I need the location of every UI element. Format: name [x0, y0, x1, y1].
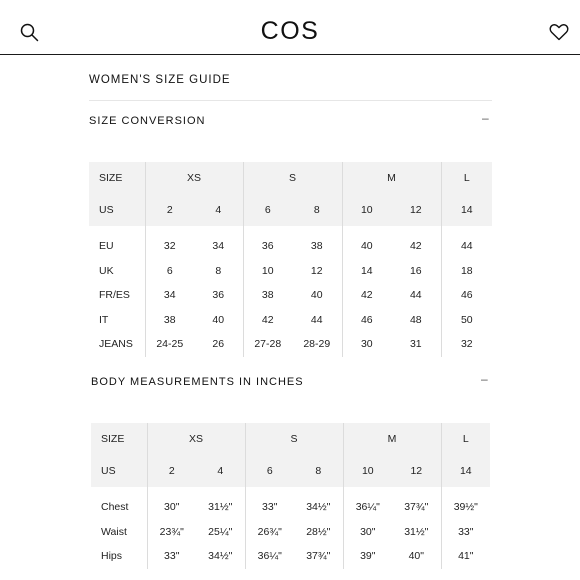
- table-cell: 33": [262, 501, 278, 514]
- table-row: [89, 259, 492, 284]
- row-label: Chest: [91, 487, 147, 520]
- table-cell: 27-28: [254, 338, 282, 351]
- table-cell: 23¾": [159, 525, 184, 538]
- table-cell: 38: [261, 289, 274, 302]
- size-group-s: S: [243, 162, 342, 194]
- table-cell: 34½": [196, 544, 245, 569]
- size-group-xs: XS: [145, 162, 243, 194]
- table-cell: 26¾": [257, 525, 282, 538]
- table-row: [89, 226, 492, 259]
- table-cell: 39½": [453, 501, 478, 514]
- collapse-icon[interactable]: –: [481, 372, 488, 386]
- table-cell: 14: [360, 264, 373, 277]
- title-divider: [89, 100, 492, 101]
- row-label: Waist: [91, 520, 147, 545]
- collapse-icon[interactable]: –: [482, 111, 489, 125]
- table-cell: 31½": [196, 487, 245, 520]
- table-cell: 24-25: [156, 338, 184, 351]
- us-size-cell: 14: [441, 194, 492, 226]
- brand-logo[interactable]: COS: [260, 17, 320, 45]
- table-cell: 26: [194, 332, 243, 357]
- table-cell: 42: [261, 313, 274, 326]
- table-row: [91, 544, 490, 569]
- table-cell: 44: [391, 283, 441, 308]
- table-row: [89, 283, 492, 308]
- table-cell: 30: [360, 338, 373, 351]
- table-cell: 31½": [392, 520, 441, 545]
- us-size-cell: 12: [392, 455, 441, 487]
- size-group-m: M: [342, 162, 441, 194]
- table-cell: 28-29: [292, 332, 342, 357]
- table-cell: 44: [292, 308, 342, 333]
- table-cell: 30": [164, 501, 180, 514]
- row-label: US: [89, 194, 145, 226]
- table-cell: 31: [391, 332, 441, 357]
- table-cell: 40: [292, 283, 342, 308]
- us-row: [91, 455, 490, 487]
- table-cell: 33": [164, 550, 180, 563]
- table-cell: 32: [163, 240, 176, 253]
- row-label: UK: [89, 259, 145, 284]
- page-title: WOMEN'S SIZE GUIDE: [89, 74, 231, 86]
- row-label: FR/ES: [89, 283, 145, 308]
- table-row: [91, 487, 490, 520]
- size-group-m: M: [343, 423, 441, 455]
- table-cell: 36¼": [257, 550, 282, 563]
- size-group-l: L: [441, 162, 492, 194]
- table-cell: 42: [360, 289, 373, 302]
- table-cell: 48: [391, 308, 441, 333]
- size-group-xs: XS: [147, 423, 245, 455]
- table-row: [91, 520, 490, 545]
- us-size-cell: 12: [391, 194, 441, 226]
- table-cell: 30": [360, 525, 376, 538]
- table-cell: 36¼": [355, 501, 380, 514]
- table-cell: 18: [460, 264, 473, 277]
- row-label: JEANS: [89, 332, 145, 357]
- table-cell: 40": [392, 544, 441, 569]
- table-cell: 36: [194, 283, 243, 308]
- row-label: EU: [89, 226, 145, 259]
- table-cell: 37¾": [392, 487, 441, 520]
- table-cell: 37¾": [294, 544, 343, 569]
- size-group-l: L: [441, 423, 490, 455]
- us-size-cell: 6: [243, 194, 292, 226]
- heart-icon[interactable]: [549, 23, 569, 41]
- section-title-body-measurements[interactable]: BODY MEASUREMENTS IN INCHES: [91, 376, 304, 388]
- us-size-cell: 4: [194, 194, 243, 226]
- us-size-cell: 2: [147, 455, 196, 487]
- table-cell: 32: [460, 338, 473, 351]
- row-label: IT: [89, 308, 145, 333]
- table-cell: 16: [391, 259, 441, 284]
- table-row: [89, 308, 492, 333]
- us-size-cell: 10: [342, 194, 391, 226]
- table-cell: 44: [460, 240, 473, 253]
- size-group-row: [89, 162, 492, 194]
- table-cell: 40: [360, 240, 373, 253]
- table-cell: 42: [391, 226, 441, 259]
- us-size-cell: 4: [196, 455, 245, 487]
- table-cell: 34: [194, 226, 243, 259]
- section-title-size-conversion[interactable]: SIZE CONVERSION: [89, 115, 206, 127]
- size-conversion-table: [89, 162, 492, 357]
- table-cell: 50: [460, 313, 473, 326]
- table-cell: 38: [163, 313, 176, 326]
- table-cell: 40: [194, 308, 243, 333]
- body-measurements-table: [91, 423, 490, 569]
- table-cell: 33": [458, 525, 474, 538]
- table-cell: 46: [460, 289, 473, 302]
- site-header: [0, 0, 580, 55]
- table-cell: 34½": [294, 487, 343, 520]
- table-cell: 25¼": [196, 520, 245, 545]
- table-cell: 36: [261, 240, 274, 253]
- size-group-s: S: [245, 423, 343, 455]
- row-label: SIZE: [91, 423, 147, 455]
- row-label: Hips: [91, 544, 147, 569]
- table-cell: 41": [458, 550, 474, 563]
- us-size-cell: 6: [245, 455, 294, 487]
- table-cell: 10: [261, 264, 274, 277]
- us-size-cell: 14: [441, 455, 490, 487]
- us-row: [89, 194, 492, 226]
- table-cell: 34: [163, 289, 176, 302]
- table-cell: 39": [360, 550, 376, 563]
- size-group-row: [91, 423, 490, 455]
- us-size-cell: 8: [294, 455, 343, 487]
- table-cell: 12: [292, 259, 342, 284]
- table-cell: 28½": [294, 520, 343, 545]
- table-cell: 6: [166, 264, 173, 277]
- table-row: [89, 332, 492, 357]
- table-cell: 46: [360, 313, 373, 326]
- row-label: SIZE: [89, 162, 145, 194]
- us-size-cell: 8: [292, 194, 342, 226]
- us-size-cell: 2: [145, 194, 194, 226]
- us-size-cell: 10: [343, 455, 392, 487]
- row-label: US: [91, 455, 147, 487]
- table-cell: 8: [194, 259, 243, 284]
- table-cell: 38: [292, 226, 342, 259]
